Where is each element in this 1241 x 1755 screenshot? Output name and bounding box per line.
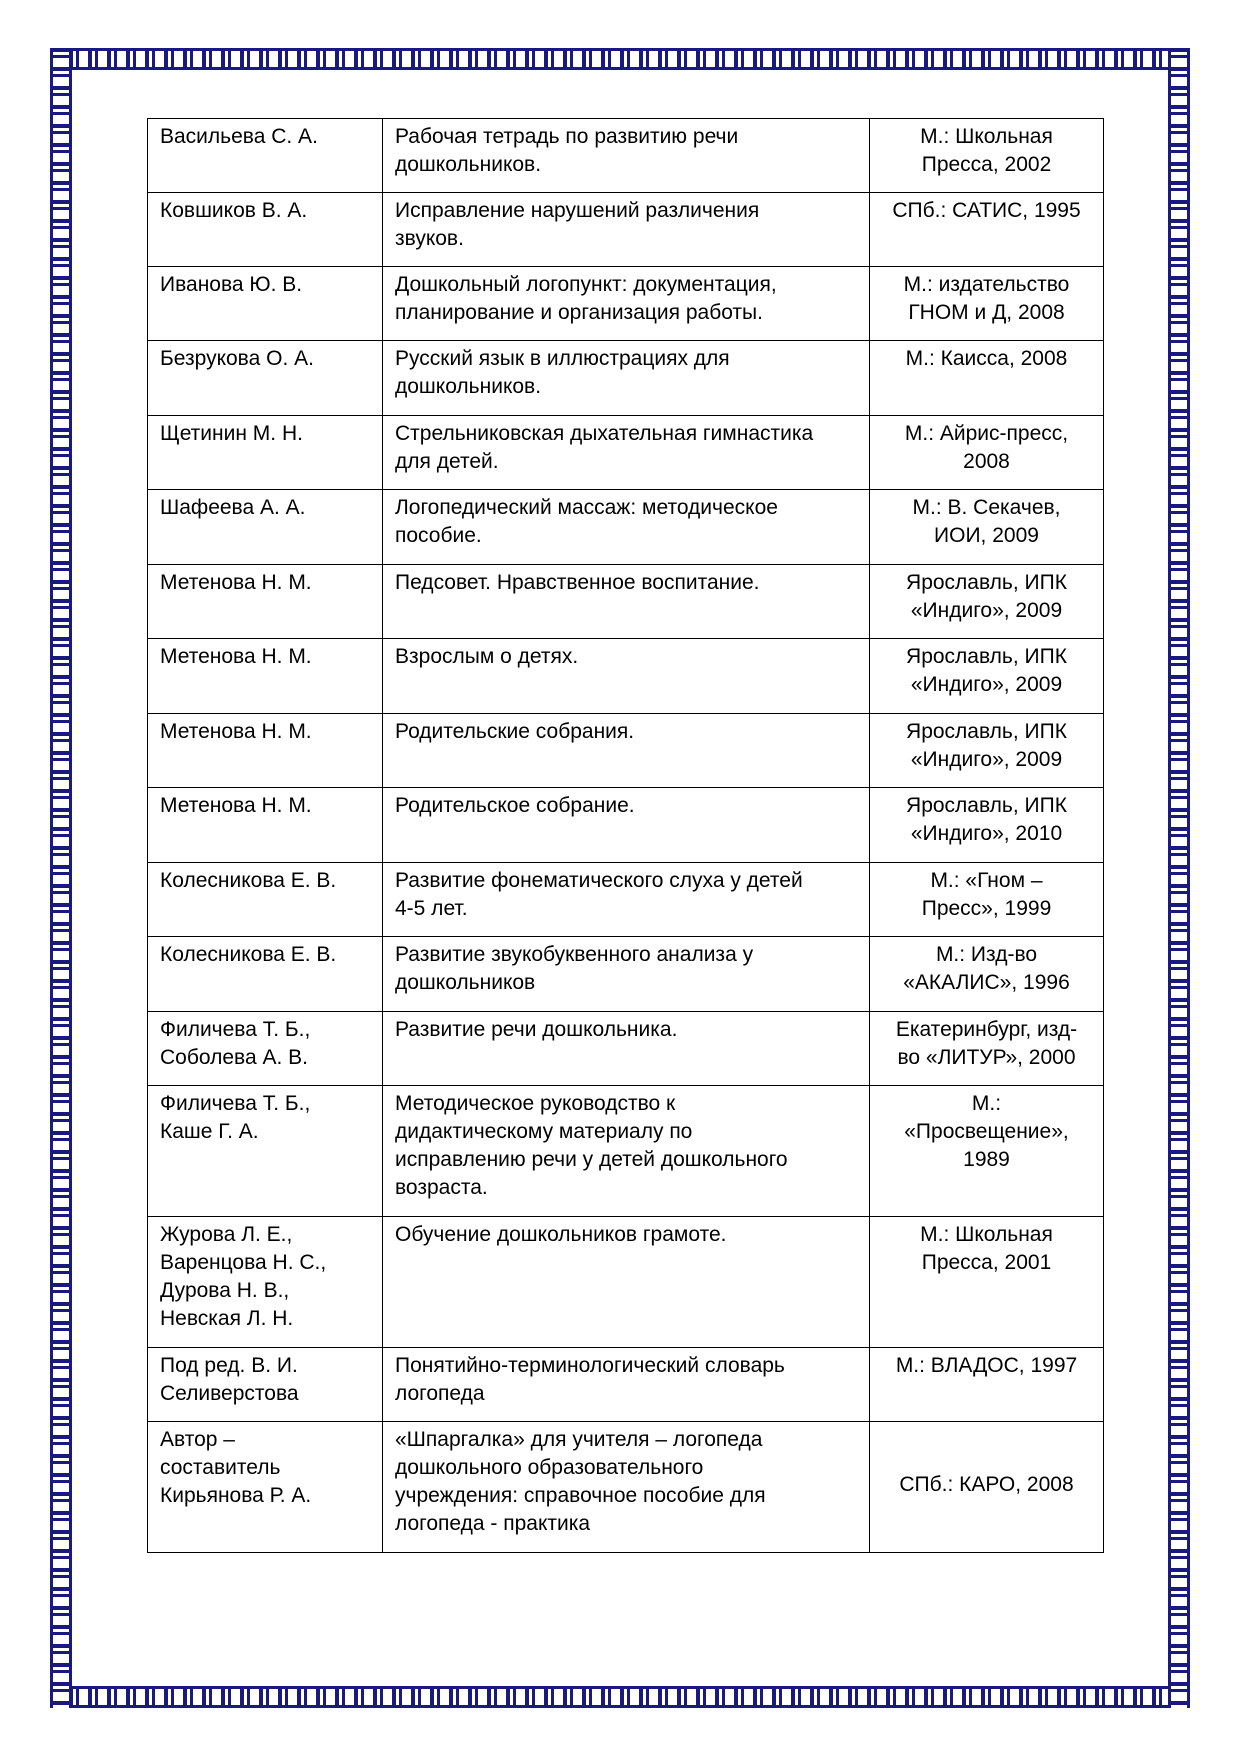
author-cell-line: Колесникова Е. В.	[160, 943, 337, 966]
author-cell-line: Иванова Ю. В.	[160, 273, 303, 296]
title-cell	[383, 1086, 870, 1217]
author-cell-line: Дурова Н. В.,	[160, 1279, 290, 1302]
author-cell	[148, 341, 383, 416]
title-cell-line: Развитие речи дошкольника.	[395, 1018, 678, 1041]
author-cell	[148, 1086, 383, 1217]
title-cell-line: звуков.	[395, 227, 464, 250]
title-cell-line: Родительские собрания.	[395, 720, 635, 743]
title-cell	[383, 714, 870, 788]
publisher-cell-line: Ярославль, ИПК	[906, 645, 1067, 668]
author-cell-line: Ковшиков В. А.	[160, 199, 308, 222]
author-cell-line: Селиверстова	[160, 1382, 299, 1405]
title-cell-line: возраста.	[395, 1176, 488, 1199]
author-cell-line: Кирьянова Р. А.	[160, 1484, 312, 1507]
author-cell-line: Метенова Н. М.	[160, 794, 312, 817]
title-cell-line: дидактическому материалу по	[395, 1120, 693, 1143]
title-cell-line: Развитие фонематического слуха у детей	[395, 869, 803, 892]
title-cell	[383, 341, 870, 416]
publisher-cell-line: М.: «Гном –	[930, 869, 1043, 892]
title-cell-line: Методическое руководство к	[395, 1092, 676, 1115]
title-cell	[383, 267, 870, 341]
title-cell	[383, 1422, 870, 1553]
title-cell-line: Логопедический массаж: методическое	[395, 496, 778, 519]
title-cell-line: Обучение дошкольников грамоте.	[395, 1223, 727, 1246]
table-row	[148, 267, 1104, 341]
publisher-cell	[870, 937, 1104, 1012]
title-cell-line: Понятийно-терминологический словарь	[395, 1354, 785, 1377]
publisher-cell	[870, 490, 1104, 565]
publisher-cell	[870, 714, 1104, 788]
publisher-cell-line: 1989	[963, 1148, 1010, 1171]
author-cell	[148, 193, 383, 267]
publisher-cell-line: Пресса, 2002	[921, 153, 1052, 176]
decorative-border-left	[50, 48, 72, 1708]
title-cell-line: Дошкольный логопункт: документация,	[395, 273, 777, 296]
title-cell-line: исправлению речи у детей дошкольного	[395, 1148, 788, 1171]
author-cell	[148, 490, 383, 565]
title-cell-line: Русский язык в иллюстрациях для	[395, 347, 730, 370]
author-cell	[148, 1217, 383, 1348]
author-cell-line: Колесникова Е. В.	[160, 869, 337, 892]
title-cell-line: Взрослым о детях.	[395, 645, 579, 668]
publisher-cell-line: «Индиго», 2010	[910, 822, 1063, 845]
title-cell-line: Стрельниковская дыхательная гимнастика	[395, 422, 814, 445]
publisher-cell-line: М.: Каисса, 2008	[905, 347, 1068, 370]
table-row	[148, 1086, 1104, 1217]
publisher-cell-line: Ярославль, ИПК	[906, 794, 1067, 817]
table-row	[148, 714, 1104, 788]
table-row	[148, 639, 1104, 714]
publisher-cell-line: Ярославль, ИПК	[906, 720, 1067, 743]
title-cell-line: учреждения: справочное пособие для	[395, 1484, 766, 1507]
publisher-cell-line: 2008	[963, 450, 1010, 473]
title-cell	[383, 937, 870, 1012]
table-row	[148, 416, 1104, 490]
author-cell-line: Каше Г. А.	[160, 1120, 259, 1143]
publisher-cell	[870, 565, 1104, 639]
title-cell-line: Родительское собрание.	[395, 794, 635, 817]
title-cell	[383, 1348, 870, 1422]
title-cell-line: дошкольного образовательного	[395, 1456, 704, 1479]
publisher-cell	[870, 1348, 1104, 1422]
table-row	[148, 119, 1104, 193]
table-row	[148, 341, 1104, 416]
publisher-cell-line: ИОИ, 2009	[934, 524, 1039, 547]
author-cell-line: Журова Л. Е.,	[160, 1223, 293, 1246]
title-cell	[383, 639, 870, 714]
publisher-cell-line: Екатеринбург, изд-	[895, 1018, 1078, 1041]
publisher-cell-line: М.: Школьная	[920, 1223, 1053, 1246]
author-cell	[148, 863, 383, 937]
table-row	[148, 1012, 1104, 1086]
title-cell-line: пособие.	[395, 524, 482, 547]
author-cell-line: Под ред. В. И.	[160, 1354, 298, 1377]
decorative-border-right	[1168, 48, 1190, 1708]
publisher-cell	[870, 639, 1104, 714]
author-cell-line: Варенцова Н. С.,	[160, 1251, 327, 1274]
publisher-cell-line: М.: В. Секачев,	[912, 496, 1061, 519]
publisher-cell-line: СПб.: САТИС, 1995	[892, 199, 1081, 222]
author-cell-line: Автор –	[160, 1428, 235, 1451]
author-cell-line: Филичева Т. Б.,	[160, 1092, 311, 1115]
publisher-cell-line: «АКАЛИС», 1996	[903, 971, 1070, 994]
publisher-cell-line: М.: издательство	[903, 273, 1070, 296]
title-cell	[383, 1217, 870, 1348]
publisher-cell-line: М.:	[971, 1092, 1002, 1115]
author-cell-line: Соболева А. В.	[160, 1046, 308, 1069]
title-cell-line: Рабочая тетрадь по развитию речи	[395, 125, 739, 148]
table-row	[148, 863, 1104, 937]
author-cell	[148, 937, 383, 1012]
title-cell	[383, 416, 870, 490]
decorative-border-bottom	[50, 1686, 1190, 1708]
publisher-cell-line: М.: Школьная	[920, 125, 1053, 148]
publisher-cell-line: «Индиго», 2009	[910, 748, 1063, 771]
publisher-cell-line: СПб.: КАРО, 2008	[899, 1473, 1074, 1496]
author-cell-line: Филичева Т. Б.,	[160, 1018, 311, 1041]
table-row	[148, 1422, 1104, 1553]
publisher-cell-line: М.: Изд-во	[935, 943, 1038, 966]
table-row	[148, 193, 1104, 267]
table-row	[148, 565, 1104, 639]
publisher-cell	[870, 1012, 1104, 1086]
publisher-cell	[870, 1422, 1104, 1553]
publisher-cell	[870, 1217, 1104, 1348]
publisher-cell-line: «Индиго», 2009	[910, 673, 1063, 696]
publisher-cell-line: во «ЛИТУР», 2000	[897, 1046, 1076, 1069]
title-cell	[383, 193, 870, 267]
publisher-cell	[870, 863, 1104, 937]
publisher-cell	[870, 416, 1104, 490]
title-cell-line: «Шпаргалка» для учителя – логопеда	[395, 1428, 763, 1451]
author-cell-line: Невская Л. Н.	[160, 1307, 294, 1330]
table-row	[148, 937, 1104, 1012]
table-row	[148, 788, 1104, 863]
title-cell-line: логопеда	[395, 1382, 485, 1405]
author-cell	[148, 639, 383, 714]
title-cell-line: Педсовет. Нравственное воспитание.	[395, 571, 760, 594]
author-cell	[148, 1348, 383, 1422]
title-cell	[383, 565, 870, 639]
author-cell-line: Безрукова О. А.	[160, 347, 314, 370]
title-cell-line: для детей.	[395, 450, 499, 473]
author-cell	[148, 416, 383, 490]
table-row	[148, 1217, 1104, 1348]
author-cell	[148, 267, 383, 341]
publisher-cell-line: «Индиго», 2009	[910, 599, 1063, 622]
title-cell-line: дошкольников.	[395, 375, 542, 398]
author-cell	[148, 119, 383, 193]
author-cell	[148, 565, 383, 639]
title-cell-line: Развитие звукобуквенного анализа у	[395, 943, 754, 966]
title-cell	[383, 863, 870, 937]
author-cell-line: Метенова Н. М.	[160, 645, 312, 668]
publisher-cell	[870, 119, 1104, 193]
decorative-border-top	[50, 48, 1190, 70]
author-cell-line: Метенова Н. М.	[160, 571, 312, 594]
title-cell	[383, 788, 870, 863]
author-cell	[148, 1012, 383, 1086]
title-cell-line: дошкольников	[395, 971, 536, 994]
title-cell-line: логопеда - практика	[395, 1512, 591, 1535]
title-cell-line: планирование и организация работы.	[395, 301, 763, 324]
author-cell	[148, 714, 383, 788]
publisher-cell	[870, 341, 1104, 416]
publisher-cell-line: М.: Айрис-пресс,	[904, 422, 1069, 445]
author-cell	[148, 1422, 383, 1553]
author-cell-line: составитель	[160, 1456, 281, 1479]
title-cell	[383, 1012, 870, 1086]
publisher-cell	[870, 267, 1104, 341]
author-cell	[148, 788, 383, 863]
publisher-cell-line: Пресс», 1999	[921, 897, 1052, 920]
author-cell-line: Васильева С. А.	[160, 125, 318, 148]
title-cell	[383, 119, 870, 193]
publisher-cell-line: М.: ВЛАДОС, 1997	[895, 1354, 1078, 1377]
table-row	[148, 1348, 1104, 1422]
bibliography-table	[147, 118, 1104, 1553]
title-cell-line: дошкольников.	[395, 153, 542, 176]
author-cell-line: Шафеева А. А.	[160, 496, 306, 519]
author-cell-line: Щетинин М. Н.	[160, 422, 303, 445]
publisher-cell	[870, 193, 1104, 267]
publisher-cell-line: Пресса, 2001	[921, 1251, 1052, 1274]
author-cell-line: Метенова Н. М.	[160, 720, 312, 743]
publisher-cell-line: ГНОМ и Д, 2008	[908, 301, 1065, 324]
title-cell-line: 4-5 лет.	[395, 897, 468, 920]
publisher-cell	[870, 788, 1104, 863]
title-cell	[383, 490, 870, 565]
publisher-cell	[870, 1086, 1104, 1217]
publisher-cell-line: «Просвещение»,	[904, 1120, 1069, 1143]
publisher-cell-line: Ярославль, ИПК	[906, 571, 1067, 594]
title-cell-line: Исправление нарушений различения	[395, 199, 760, 222]
table-row	[148, 490, 1104, 565]
bibliography-table-body	[148, 119, 1104, 1553]
